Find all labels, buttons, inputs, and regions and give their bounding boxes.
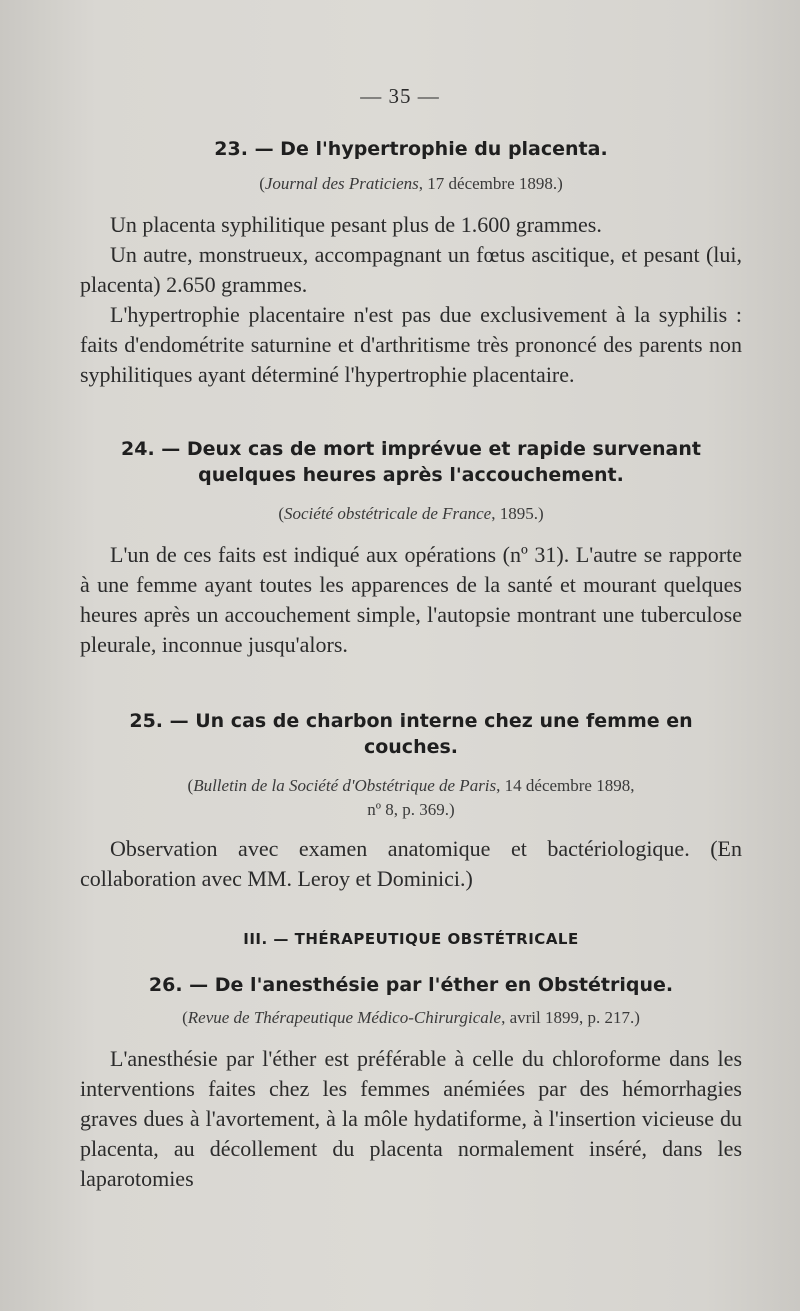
entry-paragraph: L'anesthésie par l'éther est préférable à celle du chloroforme dans les interventions faites chez les femmes anémiées par des hémorrhagies graves dues à l'avortement, à la môle hydatiforme, à l'insertion vicieuse du placenta, au décollement du placenta normalement inséré, dans les laparotomies <box>80 1046 742 1191</box>
entry-source: (Revue de Thérapeutique Médico-Chirurgicale, avril 1899, p. 217.) <box>182 1008 640 1027</box>
source-journal: Revue de Thérapeutique Médico-Chirurgicale <box>187 1008 502 1027</box>
entry-heading: 26. — De l'anesthésie par l'éther en Obstétrique. <box>148 974 674 996</box>
entry-heading-line: 25. — Un cas de charbon interne chez une femme en <box>129 710 693 732</box>
entry-heading-line: 24. — Deux cas de mort imprévue et rapide survenant <box>121 438 701 460</box>
entry-source: (Journal des Praticiens, 17 décembre 1898.) <box>259 174 563 193</box>
section-title: III. — THÉRAPEUTIQUE OBSTÉTRICALE <box>243 930 579 948</box>
entry-paragraph: L'hypertrophie placentaire n'est pas due exclusivement à la syphilis : faits d'endométrite saturnine et d'arthritisme très prononcé des parents non syphilitiques ayant déterminé l'hypertrophie placentaire. <box>80 302 742 387</box>
section-iii <box>80 930 742 948</box>
source-journal: Journal des Praticiens <box>264 174 419 193</box>
entry-source-line2: nº 8, p. 369.) <box>367 800 455 819</box>
entry-25 <box>80 708 742 894</box>
entry-heading: 23. — De l'hypertrophie du placenta. <box>214 138 608 160</box>
entry-paragraph: Un autre, monstrueux, accompagnant un fœtus ascitique, et pesant (lui, placenta) 2.650 grammes. <box>80 242 742 297</box>
entry-23 <box>80 136 742 390</box>
source-journal: Bulletin de la Société d'Obstétrique de Paris <box>193 776 497 795</box>
source-journal: Société obstétricale de France <box>284 504 492 523</box>
entry-paragraph: L'un de ces faits est indiqué aux opérations (nº 31). L'autre se rapporte à une femme ayant toutes les apparences de la santé et mourant quelques heures après un accouchement simple, l'autopsie montrant une tuberculose pleurale, inconnue jusqu'alors. <box>80 542 742 657</box>
entry-source: (Bulletin de la Société d'Obstétrique de Paris, 14 décembre 1898, <box>187 776 635 795</box>
entry-heading-line: couches. <box>363 736 459 758</box>
entry-24 <box>80 436 742 660</box>
entry-source: (Société obstétricale de France, 1895.) <box>278 504 544 523</box>
entry-26 <box>80 972 742 1194</box>
page-number: — 35 — <box>360 84 440 108</box>
entry-paragraph: Observation avec examen anatomique et bactériologique. (En collaboration avec MM. Leroy et Dominici.) <box>80 836 742 891</box>
entry-paragraph: Un placenta syphilitique pesant plus de 1.600 grammes. <box>110 212 602 237</box>
entry-heading-line: quelques heures après l'accouchement. <box>198 464 624 486</box>
